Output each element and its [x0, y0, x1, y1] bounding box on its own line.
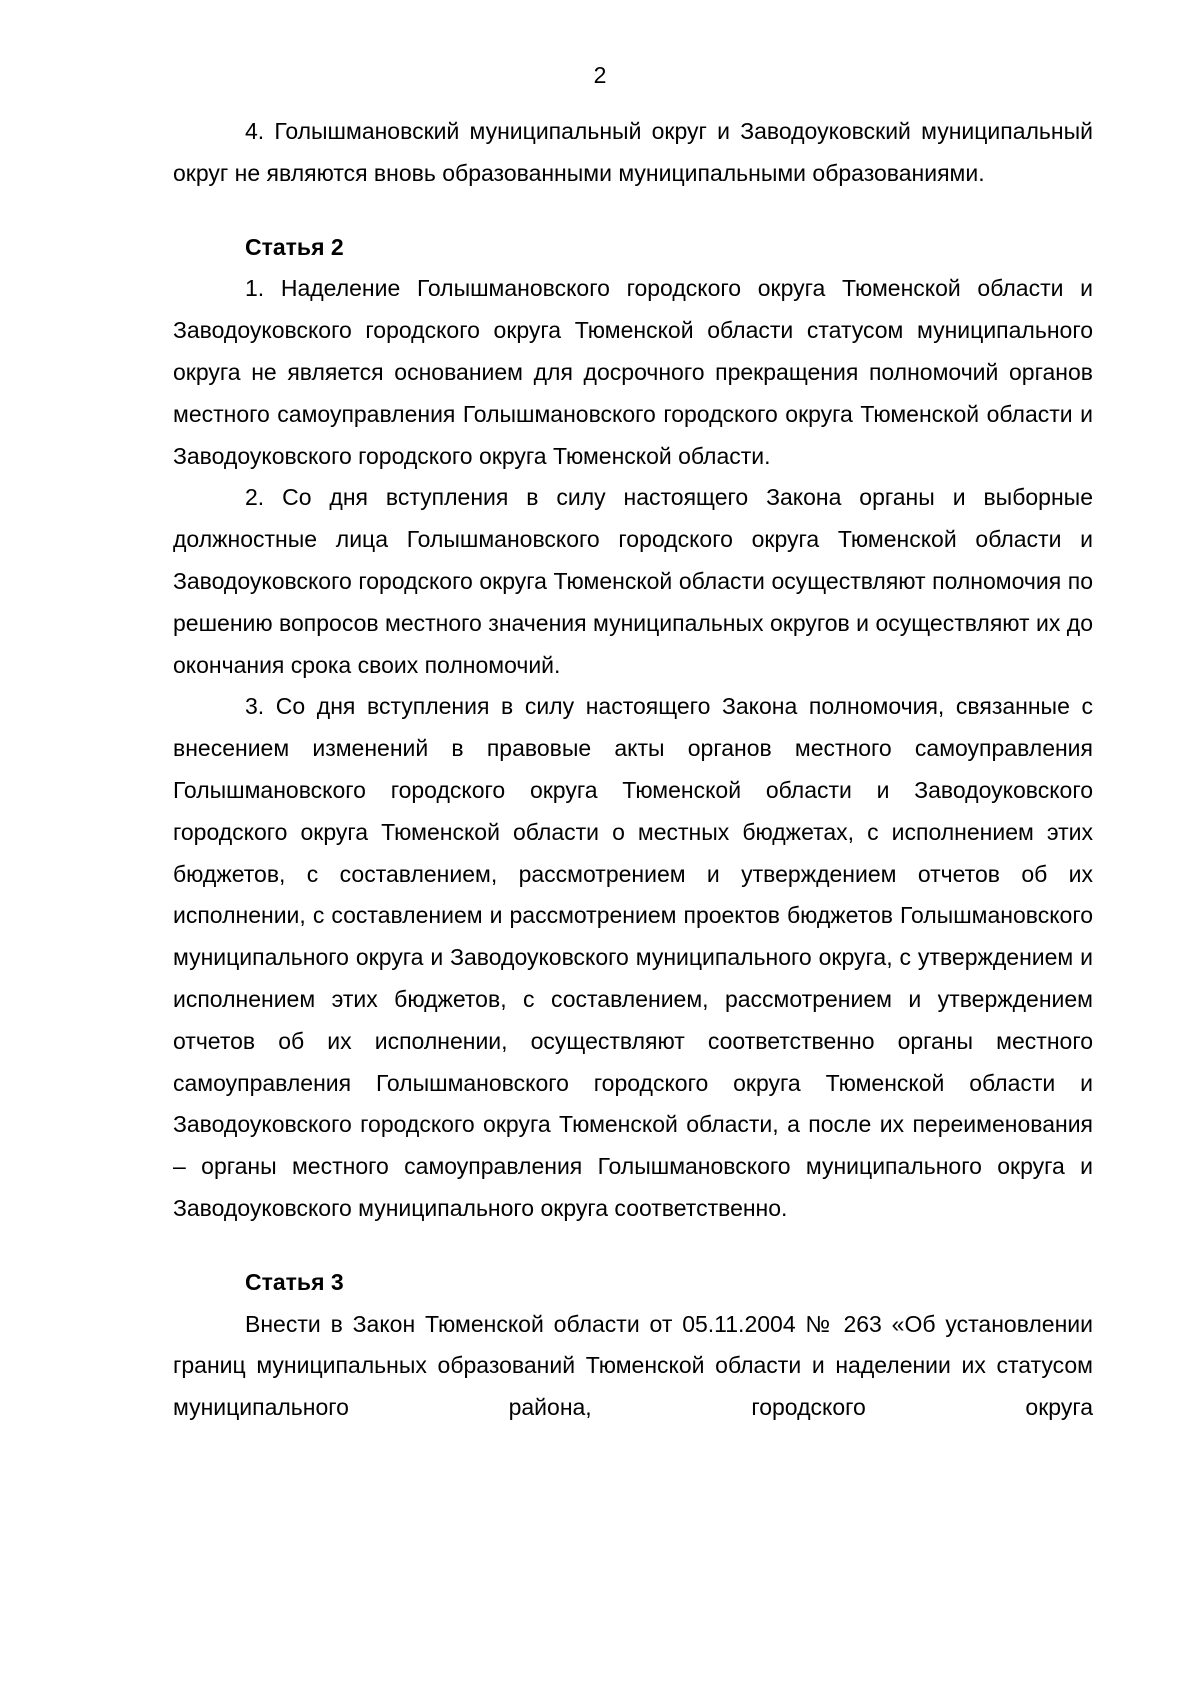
article1-paragraph-4: 4. Голышмановский муниципальный округ и Заводоуковский муниципальный округ не являются вновь образованными муниципальными образованиями. [173, 118, 1093, 186]
article2-paragraph-2: 2. Со дня вступления в силу настоящего Закона органы и выборные должностные лица Голышмановского городского округа Тюменской области и Заводоуковского городского округа Тюменской области осуществляют полномочия по решению вопросов местного значения муниципальных округов и осуществляют их до окончания срока своих полномочий. [173, 484, 1093, 678]
article2-heading: Статья 2 [245, 233, 344, 260]
article3-paragraph-1: Внести в Закон Тюменской области от 05.11.2004 № 263 «Об установлении границ муниципальных образований Тюменской области и наделении их статусом муниципального района, городского округа [173, 1310, 1093, 1421]
article2-paragraph-3: 3. Со дня вступления в силу настоящего Закона полномочия, связанные с внесением изменений в правовые акты органов местного самоуправления Голышмановского городского округа Тюменской области и Заводоуковского городского округа Тюменской области о местных бюджетах, с исполнением этих бюджетов, с составлением, рассмотрением и утверждением отчетов об их исполнении, с составлением и рассмотрением проектов бюджетов Голышмановского муниципального округа и Заводоуковского муниципального округа, с утверждением и исполнением этих бюджетов, с составлением, рассмотрением и утверждением отчетов об их исполнении, осуществляют соответственно органы местного самоуправления Голышмановского городского округа Тюменской области и Заводоуковского городского округа Тюменской области, а после их переименования – органы местного самоуправления Голышмановского муниципального округа и Заводоуковского муниципального округа соответственно. [173, 693, 1093, 1221]
page-number: 2 [593, 62, 607, 88]
article3-heading: Статья 3 [245, 1268, 344, 1295]
document-body [173, 111, 1093, 1429]
section-gap [173, 1230, 1093, 1262]
section-gap [173, 195, 1093, 227]
article2-paragraph-1: 1. Наделение Голышмановского городского округа Тюменской области и Заводоуковского городского округа Тюменской области статусом муниципального округа не является основанием для досрочного прекращения полномочий органов местного самоуправления Голышмановского городского округа Тюменской области и Заводоуковского городского округа Тюменской области. [173, 275, 1093, 469]
